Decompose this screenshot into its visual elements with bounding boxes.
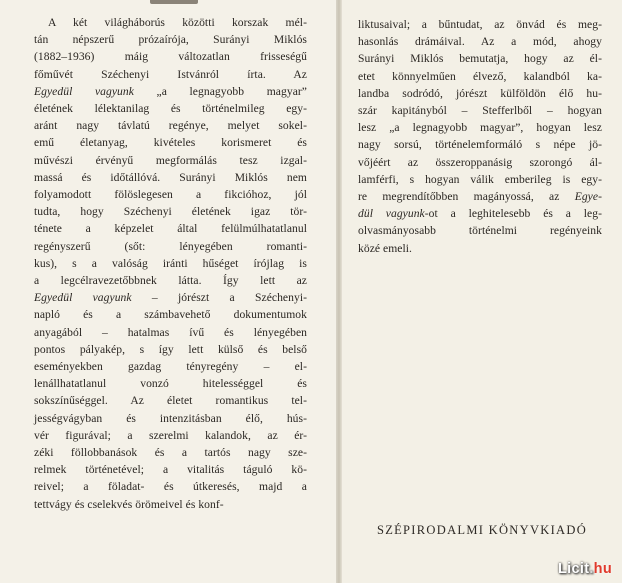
text-line: regényszerű (sőt: lényegében romanti-: [34, 239, 307, 253]
text-line: anyagából – hatalmas ívű és lényegében: [34, 325, 307, 339]
text-line: relmek történetével; a vitalitás táguló kö-: [34, 463, 307, 477]
text-line: folyamodott fölöslegesen a fikcióhoz, jól: [34, 188, 307, 202]
text-line: zéki föllobbanások és a tartós nagy sze-: [34, 446, 307, 460]
text-line: sokszínűséggel. Az életet romantikus tel-: [34, 394, 307, 408]
text-line: nagy sorsú, történelemformáló s népe jö-: [358, 138, 602, 152]
left-column-text: [34, 14, 307, 513]
text-line: lenállhatatlanul vonzó hitelességgel és: [34, 377, 307, 391]
right-column-text: [358, 16, 602, 257]
text-line: pontos pályakép, s így lett külső és belső: [34, 342, 307, 356]
text-line: jességvágyban és intenzitásban élő, hús-: [34, 411, 307, 425]
text-line: A két világháborús közötti korszak mél-: [48, 16, 307, 29]
text-line: a legcélravezetőbbnek látta. Így lett az: [34, 274, 307, 288]
text-line: emű életanyag, kivételes korismeret és: [34, 136, 307, 150]
text-line: re megrendítőbben magányossá, az Egye-: [358, 190, 602, 204]
text-line: lamférfi, s hogyan válik emberileg is egy-: [358, 172, 602, 186]
text-line: közé emeli.: [358, 241, 412, 255]
text-line: (1882–1936) máig változatlan frisseségű: [34, 50, 307, 64]
text-line: tudta, hogy Széchenyi életének igaz tör-: [34, 205, 307, 219]
text-line: reivel; a föladat- és útkeresés, majd a: [34, 480, 307, 494]
top-edge-mark: [150, 0, 198, 4]
text-line: etet könnyelműen élvező, kalandból ka-: [358, 69, 602, 83]
text-line: szár kapitányból – Stefferlből – hogyan: [358, 104, 602, 118]
text-line: ténete a képzelet által felülmúlhatatlanul: [34, 222, 307, 236]
text-line: Surányi Miklós bemutatja, hogy az él-: [358, 52, 602, 66]
text-line: vőjéért az összeroppanásig szorongó ál-: [358, 155, 602, 169]
watermark-name: Licit: [558, 561, 590, 577]
text-line: kus), s a valóság iránti hűséget írójlag is: [34, 256, 307, 270]
text-line: tán népszerű prózaírója, Surányi Miklós: [34, 33, 307, 47]
text-line: hasonlás drámáival. Az a mód, ahogy: [358, 35, 602, 49]
text-line: lesz „a legnagyobb magyar”, hogyan lesz: [358, 121, 602, 135]
text-line: főművét Széchenyi Istvánról írta. Az: [34, 67, 307, 81]
text-line: tettvágy és cselekvés örömeivel és konf-: [34, 497, 224, 511]
text-line: eseményekben gazdag tényregény – el-: [34, 360, 307, 374]
text-line: massá és időtállóvá. Surányi Miklós nem: [34, 170, 307, 184]
licit-watermark: [558, 561, 612, 577]
text-line: landba sodródó, jórészt külföldön élő hu-: [358, 86, 602, 100]
text-line: Egyedül vagyunk „a legnagyobb magyar”: [34, 84, 307, 98]
watermark-tld: hu: [593, 561, 612, 577]
text-line: aránt nagy távlatú regénye, melyet sokel-: [34, 119, 307, 133]
text-line: életének lélektanilag és történelmileg egy-: [34, 102, 307, 116]
text-line: liktusaival; a bűntudat, az önvád és meg-: [358, 18, 602, 31]
text-line: dül vagyunk-ot a leghitelesebb és a leg-: [358, 207, 602, 221]
text-line: olvasmányosabb történelmi regényeink: [358, 224, 602, 238]
text-line: vér figurával; a szerelmi kalandok, az ér-: [34, 428, 307, 442]
text-line: Egyedül vagyunk – jórészt a Széchenyi-: [34, 291, 307, 305]
publisher-name: SZÉPIRODALMI KÖNYVKIADÓ: [376, 523, 588, 537]
text-line: napló és a számbavehető dokumentumok: [34, 308, 307, 322]
text-line: művészi érvényű megformálás tesz izgal-: [34, 153, 307, 167]
watermark-dot: .: [589, 561, 594, 577]
